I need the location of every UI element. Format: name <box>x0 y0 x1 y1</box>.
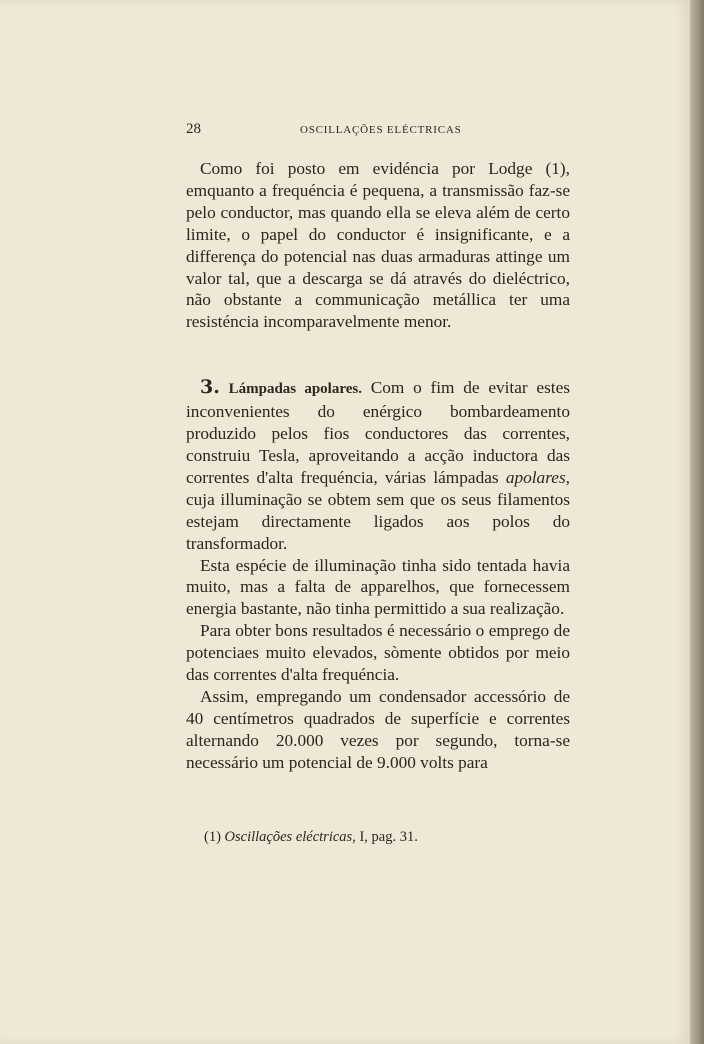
paragraph: Para obter bons resultados é necessário o emprego de potenciaes muito elevados, sòmente obtidos por meio das correntes d'alta frequéncia. <box>186 621 570 685</box>
running-title: OSCILLAÇÕES ELÉCTRICAS <box>300 124 462 136</box>
paragraph: Como foi posto em evidéncia por Lodge (1), emquanto a frequéncia é pequena, a transmissão faz-se pelo conductor, mas quando ella se eleva além de certo limite, o papel do conductor é insignificante, e a differença do potencial nas duas armaduras attinge um valor tal, que a descarga se dá através do dieléctrico, não obstante a communicação metállica ter uma resisténcia incomparavelmente menor. <box>186 159 570 332</box>
body-text <box>186 158 570 774</box>
footnote-reference: I, pag. 31. <box>359 829 418 845</box>
footnote <box>204 829 418 846</box>
section-paragraph <box>186 377 570 554</box>
page-header <box>186 121 576 141</box>
paragraph: Assim, empregando um condensador accessório de 40 centímetros quadrados de superfície e correntes alternando 20.000 vezes por segundo, torna-se necessário um potencial de 9.000 volts para <box>186 686 570 772</box>
book-spine-edge <box>690 0 704 1044</box>
paragraph: Esta espécie de illuminação tinha sido tentada havia muito, mas a falta de apparelhos, que fornecessem energia bastante, não tinha permittido a sua realização. <box>186 555 570 619</box>
section-title: Lámpadas apolares. <box>228 381 362 398</box>
paragraph-text: cuja illuminação se obtem sem que os seus filamentos estejam directamente ligados aos polos do transformador. <box>186 489 570 553</box>
section-number: 3. <box>200 376 220 399</box>
emphasis-text: apolares, <box>505 467 570 487</box>
paragraph-text: Com o fim de evitar estes inconvenientes do enérgico bombardeamento produzido pelos fios conductores das correntes, construiu Tesla, aproveitando a acção inductora das correntes d'alta frequéncia, várias lámpadas <box>186 378 571 487</box>
page-number: 28 <box>186 121 201 137</box>
footnote-title: Oscillações eléctricas, <box>224 829 356 845</box>
footnote-marker: (1) <box>204 829 221 845</box>
